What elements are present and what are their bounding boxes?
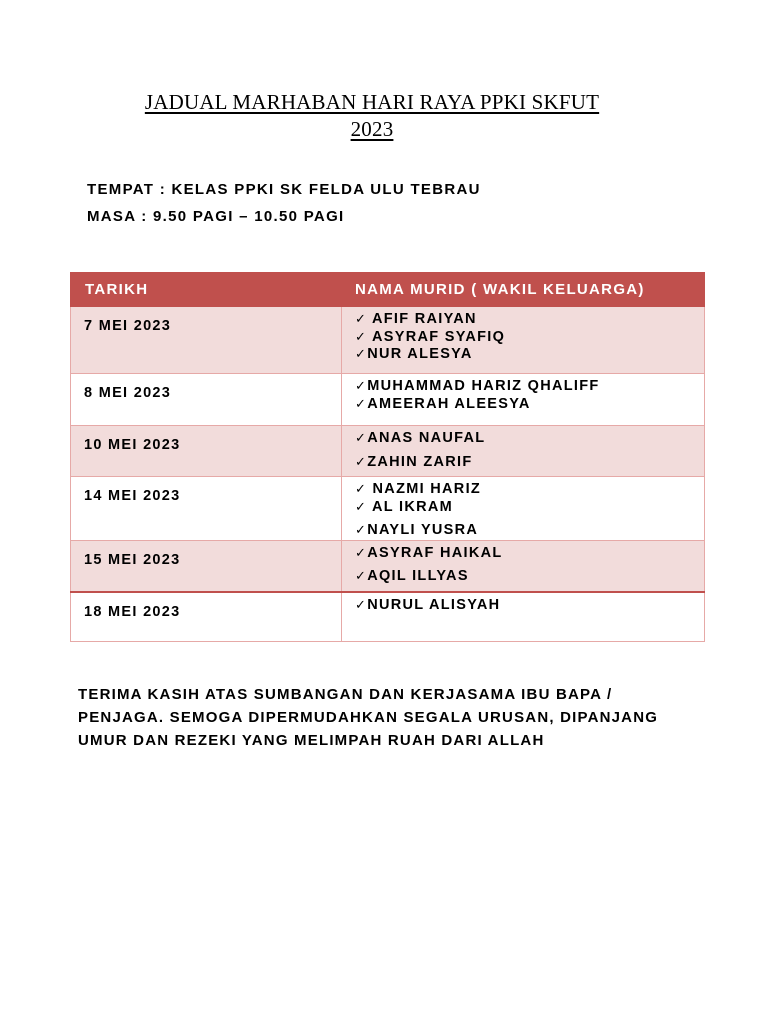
row-date: 8 MEI 2023	[71, 374, 342, 426]
row-date: 15 MEI 2023	[71, 540, 342, 592]
check-icon: ✓	[355, 499, 368, 515]
table-row	[71, 540, 705, 592]
student-name: ZAHIN ZARIF	[367, 453, 473, 470]
document-title	[0, 89, 744, 143]
list-item	[355, 597, 704, 615]
closing-line-1: TERIMA KASIH ATAS SUMBANGAN DAN KERJASAMA IBU BAPA /	[78, 686, 613, 703]
column-header-names: NAMA MURID ( WAKIL KELUARGA)	[342, 273, 705, 307]
column-header-date: TARIKH	[71, 273, 342, 307]
list-item	[355, 522, 704, 540]
check-icon: ✓	[355, 569, 368, 584]
time-text: MASA : 9.50 PAGI – 10.50 PAGI	[87, 208, 345, 225]
check-icon: ✓	[355, 396, 368, 412]
student-name: NUR ALESYA	[367, 346, 473, 362]
list-item	[355, 568, 704, 586]
student-name: ASYRAF HAIKAL	[367, 544, 503, 561]
list-item	[355, 346, 704, 364]
row-date: 7 MEI 2023	[71, 307, 342, 374]
closing-line-2: PENJAGA. SEMOGA DIPERMUDAHKAN SEGALA URUSAN, DIPANJANG	[78, 709, 659, 726]
list-item	[355, 545, 704, 563]
student-name: AL IKRAM	[367, 498, 454, 515]
row-names	[342, 426, 705, 477]
check-icon: ✓	[355, 454, 368, 470]
check-icon: ✓	[355, 545, 368, 561]
list-item	[355, 430, 704, 448]
list-item	[355, 378, 704, 396]
row-names	[342, 307, 705, 374]
student-name: AFIF RAIYAN	[367, 311, 477, 327]
row-names	[342, 592, 705, 641]
check-icon: ✓	[355, 312, 368, 327]
table-header-row	[71, 273, 705, 307]
list-item	[355, 311, 704, 329]
title-line-2: 2023	[350, 117, 394, 141]
list-item	[355, 454, 704, 472]
check-icon: ✓	[355, 431, 368, 446]
list-item	[355, 481, 704, 499]
check-icon: ✓	[355, 347, 368, 362]
row-date: 18 MEI 2023	[71, 592, 342, 641]
check-icon: ✓	[355, 329, 368, 345]
row-date: 14 MEI 2023	[71, 477, 342, 541]
list-item	[355, 396, 704, 414]
student-name: NAYLI YUSRA	[367, 522, 479, 538]
schedule-table	[70, 272, 705, 642]
table-row	[71, 426, 705, 477]
row-names	[342, 540, 705, 592]
title-line-1: JADUAL MARHABAN HARI RAYA PPKI SKFUT	[144, 90, 600, 114]
student-name: NURUL ALISYAH	[367, 597, 501, 613]
check-icon: ✓	[355, 523, 368, 538]
student-name: MUHAMMAD HARIZ QHALIFF	[367, 378, 600, 394]
student-name: ANAS NAUFAL	[367, 430, 486, 446]
list-item	[355, 499, 704, 517]
closing-line-3: UMUR DAN REZEKI YANG MELIMPAH RUAH DARI ALLAH	[78, 732, 545, 749]
closing-message	[78, 683, 698, 752]
check-icon: ✓	[355, 598, 368, 613]
student-name: AMEERAH ALEESYA	[367, 395, 531, 412]
table-row	[71, 307, 705, 374]
row-date: 10 MEI 2023	[71, 426, 342, 477]
venue-text: TEMPAT : KELAS PPKI SK FELDA ULU TEBRAU	[87, 181, 481, 198]
student-name: ASYRAF SYAFIQ	[367, 328, 506, 345]
table-row	[71, 374, 705, 426]
student-name: NAZMI HARIZ	[367, 481, 482, 497]
list-item	[355, 329, 704, 347]
row-names	[342, 477, 705, 541]
check-icon: ✓	[355, 482, 368, 497]
table-row	[71, 477, 705, 541]
student-name: AQIL ILLYAS	[367, 568, 469, 584]
check-icon: ✓	[355, 379, 368, 394]
table-row	[71, 592, 705, 641]
row-names	[342, 374, 705, 426]
